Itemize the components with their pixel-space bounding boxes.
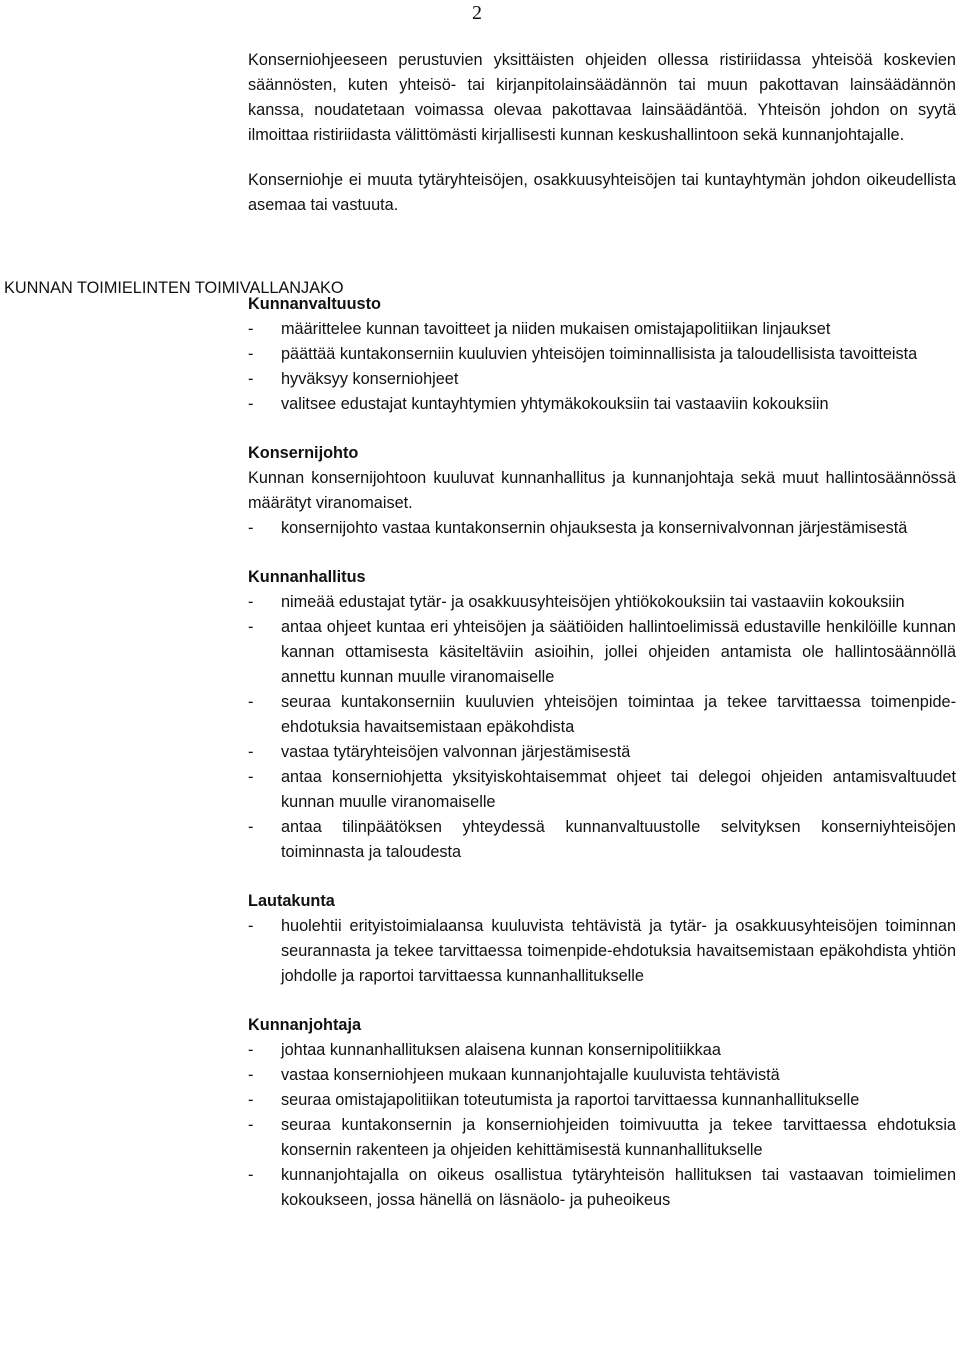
list-item: - nimeää edustajat tytär- ja osakkuusyhteisöjen yhtiökokouksiin tai vastaaviin kokouksiin bbox=[248, 590, 956, 615]
section-heading: Konsernijohto bbox=[248, 444, 359, 462]
section-kunnanvaltuusto bbox=[248, 292, 956, 417]
bullet-list bbox=[248, 914, 956, 989]
document-body bbox=[248, 48, 956, 1213]
section-lautakunta bbox=[248, 889, 956, 989]
section-heading: Lautakunta bbox=[248, 892, 335, 910]
list-item: - päättää kuntakonserniin kuuluvien yhteisöjen toiminnallisista ja taloudellisista tavoitteista bbox=[248, 342, 956, 367]
list-item: - kunnanjohtajalla on oikeus osallistua tytäryhteisön hallituksen tai vastaavan toimielimen kokoukseen, jossa hänellä on läsnäolo- ja puheoikeus bbox=[248, 1163, 956, 1213]
section-heading: Kunnanvaltuusto bbox=[248, 295, 381, 313]
list-item: - määrittelee kunnan tavoitteet ja niiden mukaisen omistajapolitiikan linjaukset bbox=[248, 317, 956, 342]
list-item: - seuraa kuntakonsernin ja konserniohjeiden toimivuutta ja tekee tarvittaessa ehdotuksia konsernin rakenteen ja ohjeiden kehittämisestä kunnanhallitukselle bbox=[248, 1113, 956, 1163]
section-kunnanjohtaja bbox=[248, 1013, 956, 1213]
section-kunnanhallitus bbox=[248, 565, 956, 865]
bullet-list bbox=[248, 590, 956, 865]
bullet-list bbox=[248, 317, 956, 417]
list-item: - seuraa omistajapolitiikan toteutumista ja raportoi tarvittaessa kunnanhallitukselle bbox=[248, 1088, 956, 1113]
list-item: - antaa tilinpäätöksen yhteydessä kunnanvaltuustolle selvityksen konserniyhteisöjen toiminnasta ja taloudesta bbox=[248, 815, 956, 865]
list-item: - hyväksyy konserniohjeet bbox=[248, 367, 956, 392]
section-heading: Kunnanjohtaja bbox=[248, 1016, 362, 1034]
section-title: KUNNAN TOIMIELINTEN TOIMIVALLANJAKO bbox=[4, 279, 344, 297]
page-number: 2 bbox=[472, 2, 482, 24]
list-item: - konsernijohto vastaa kuntakonsernin ohjauksesta ja konsernivalvonnan järjestämisestä bbox=[248, 516, 956, 541]
list-item: - valitsee edustajat kuntayhtymien yhtymäkokouksiin tai vastaaviin kokouksiin bbox=[248, 392, 956, 417]
intro-paragraph-1: Konserniohjeeseen perustuvien yksittäisten ohjeiden ollessa ristiriidassa yhteisöä koskevien säännösten, kuten yhteisö- tai kirjanpitolainsäädännön tai muun pakottavan lainsäädännön kanssa, noudatetaan voimassa olevaa pakottavaa lainsäädäntöä. Yhteisön johdon on syytä ilmoittaa ristiriidasta välittömästi kirjallisesti kunnan keskushallintoon sekä kunnanjohtajalle. bbox=[248, 51, 956, 144]
list-item: - vastaa konserniohjeen mukaan kunnanjohtajalle kuuluvista tehtävistä bbox=[248, 1063, 956, 1088]
list-item: - antaa ohjeet kuntaa eri yhteisöjen ja säätiöiden hallintoelimissä edustaville henkilöille kunnan kannan ottamisesta käsiteltäviin asioihin, jollei ohjeiden antamista ole hallintosäännöllä annettu kunnan muulle viranomaiselle bbox=[248, 615, 956, 690]
list-item: - huolehtii erityistoimialaansa kuuluvista tehtävistä ja tytär- ja osakkuusyhteisöjen toiminnan seurannasta ja tekee tarvittaessa toimenpide-ehdotuksia havaitsemistaan epäkohdista yhtiön johdolle ja raportoi tarvittaessa kunnanhallitukselle bbox=[248, 914, 956, 989]
bullet-list bbox=[248, 1038, 956, 1213]
list-item: - seuraa kuntakonserniin kuuluvien yhteisöjen toimintaa ja tekee tarvittaessa toimenpide-ehdotuksia havaitsemistaan epäkohdista bbox=[248, 690, 956, 740]
list-item: - johtaa kunnanhallituksen alaisena kunnan konsernipolitiikkaa bbox=[248, 1038, 956, 1063]
list-item: - antaa konserniohjetta yksityiskohtaisemmat ohjeet tai delegoi ohjeiden antamisvaltuudet kunnan muulle viranomaiselle bbox=[248, 765, 956, 815]
list-item: - vastaa tytäryhteisöjen valvonnan järjestämisestä bbox=[248, 740, 956, 765]
bullet-list bbox=[248, 516, 956, 541]
intro-paragraph-2: Konserniohje ei muuta tytäryhteisöjen, osakkuusyhteisöjen tai kuntayhtymän johdon oikeudellista asemaa tai vastuuta. bbox=[248, 171, 956, 214]
section-heading: Kunnanhallitus bbox=[248, 568, 366, 586]
section-konsernijohto bbox=[248, 441, 956, 541]
section-text: Kunnan konsernijohtoon kuuluvat kunnanhallitus ja kunnanjohtaja sekä muut hallintosäännössä määrätyt viranomaiset. bbox=[248, 469, 956, 512]
